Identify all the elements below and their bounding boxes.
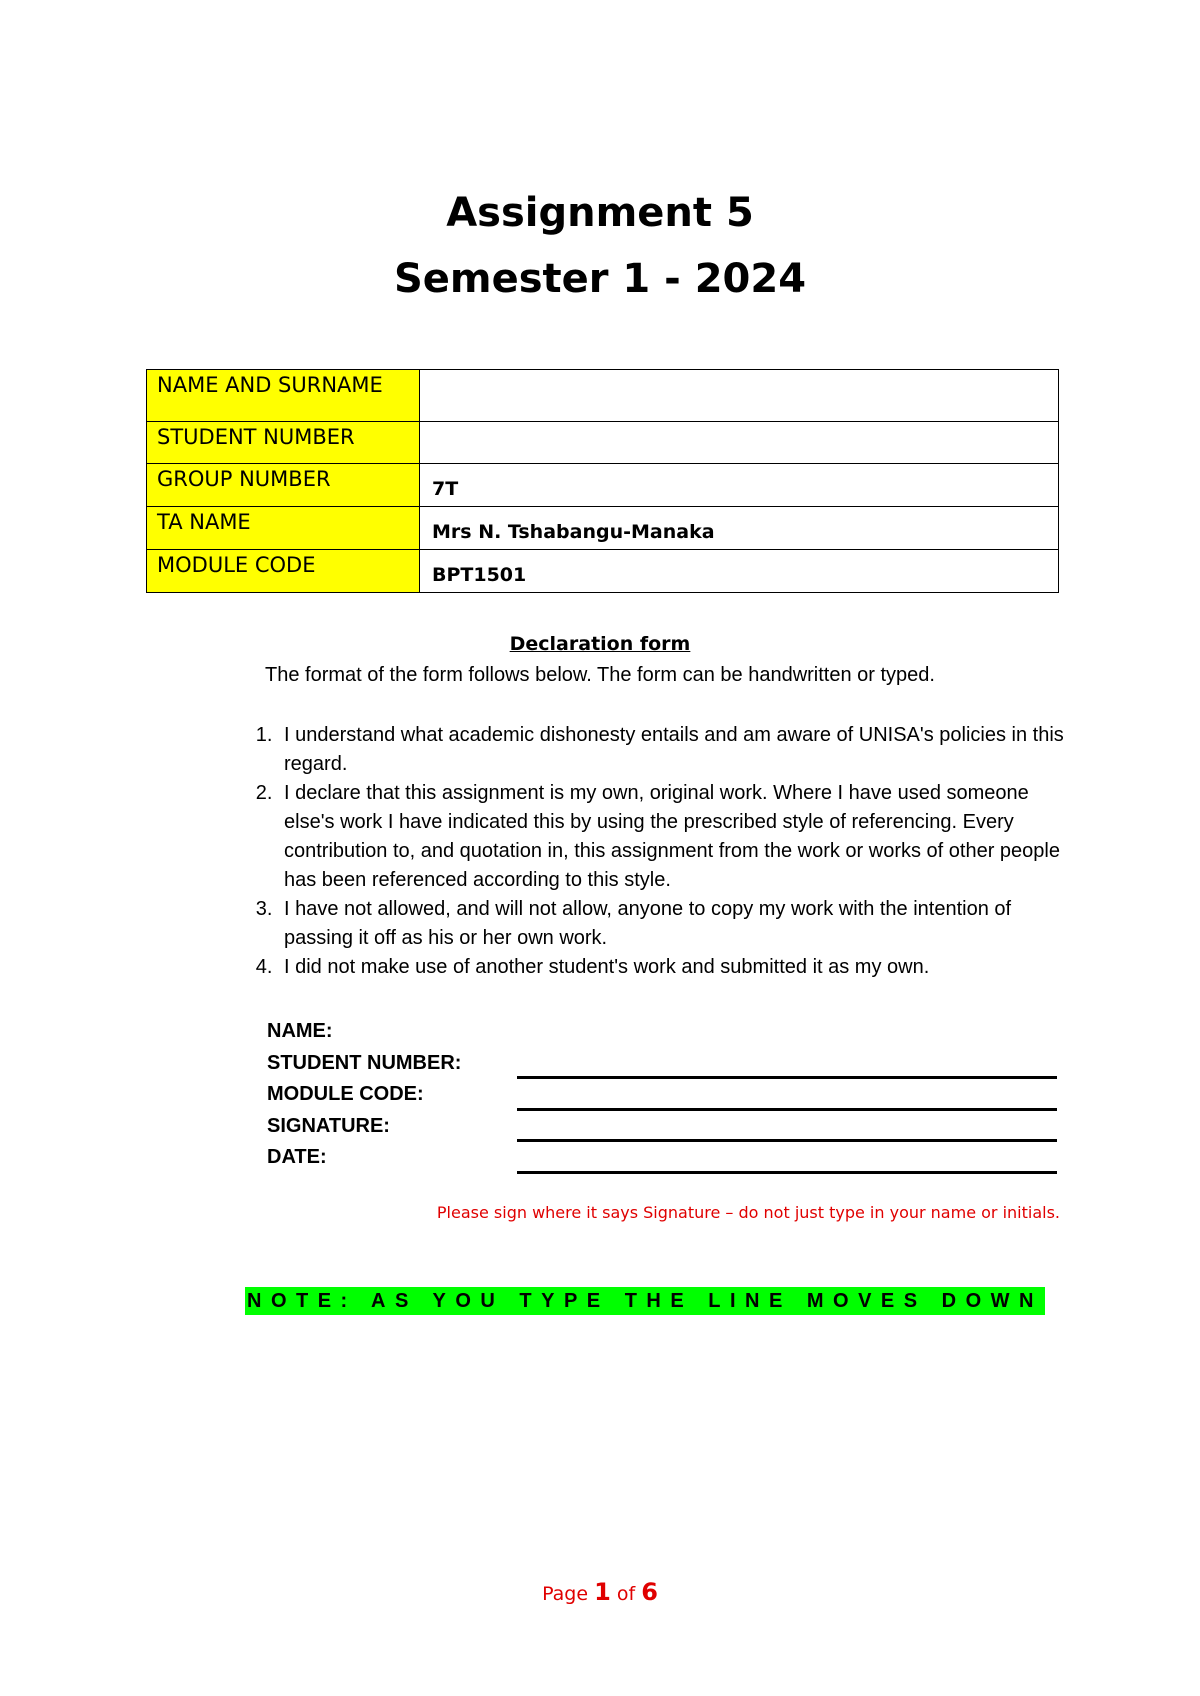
list-item: 3. I have not allowed, and will not allow, anyone to copy my work with the intention of passing it off as his or her own work. bbox=[278, 895, 1078, 953]
footer-total-pages: 6 bbox=[641, 1578, 658, 1606]
signature-field-label: SIGNATURE: bbox=[267, 1114, 390, 1137]
footer-of-label: of bbox=[616, 1583, 636, 1605]
signature-fields bbox=[267, 1016, 1057, 1174]
list-item: 4. I did not make use of another student's work and submitted it as my own. bbox=[278, 953, 1078, 982]
student-number-field-label: STUDENT NUMBER: bbox=[267, 1051, 462, 1074]
table-row bbox=[147, 507, 1059, 550]
list-item: 2. I declare that this assignment is my own, original work. Where I have used someone else's work I have indicated this by using the prescribed style of referencing. Every contribution to, and quotation in, this assignment from the work or works of other people has been referenced according to this style. bbox=[278, 779, 1078, 895]
name-field-row bbox=[267, 1016, 1057, 1048]
name-field-label: NAME: bbox=[267, 1020, 333, 1042]
ta-name-value[interactable]: Mrs N. Tshabangu-Manaka bbox=[420, 507, 1059, 550]
signature-instruction: Please sign where it says Signature – do not just type in your name or initials. bbox=[436, 1203, 1060, 1222]
ta-name-label: TA NAME bbox=[147, 507, 420, 550]
footer-current-page: 1 bbox=[594, 1578, 611, 1606]
name-surname-label: NAME AND SURNAME bbox=[147, 370, 420, 422]
assignment-title: Assignment 5 bbox=[446, 190, 754, 236]
table-row bbox=[147, 464, 1059, 507]
declaration-heading: Declaration form bbox=[509, 633, 691, 655]
line-moves-note: NOTE: AS YOU TYPE THE LINE MOVES DOWN bbox=[245, 1287, 1045, 1315]
module-code-label: MODULE CODE bbox=[147, 550, 420, 593]
table-row bbox=[147, 550, 1059, 593]
student-number-value[interactable] bbox=[420, 422, 1059, 464]
page-footer bbox=[0, 1578, 1200, 1606]
student-number-line[interactable] bbox=[517, 1060, 1057, 1079]
footer-page-label: Page bbox=[542, 1583, 589, 1605]
name-surname-value[interactable] bbox=[420, 370, 1059, 422]
student-number-field-row bbox=[267, 1048, 1057, 1080]
table-row bbox=[147, 422, 1059, 464]
student-number-label: STUDENT NUMBER bbox=[147, 422, 420, 464]
date-field-row bbox=[267, 1142, 1057, 1174]
date-line[interactable] bbox=[517, 1155, 1057, 1174]
group-number-value[interactable]: 7T bbox=[420, 464, 1059, 507]
list-item: 1. I understand what academic dishonesty entails and am aware of UNISA's policies in this regard. bbox=[278, 721, 1078, 779]
signature-line[interactable] bbox=[517, 1123, 1057, 1142]
declaration-list bbox=[252, 721, 1078, 982]
module-code-field-label: MODULE CODE: bbox=[267, 1083, 424, 1105]
semester-title: Semester 1 - 2024 bbox=[393, 256, 807, 302]
table-row bbox=[147, 370, 1059, 422]
student-info-table bbox=[146, 369, 1059, 593]
declaration-intro: The format of the form follows below. The form can be handwritten or typed. bbox=[265, 664, 935, 686]
signature-field-row bbox=[267, 1111, 1057, 1143]
date-field-label: DATE: bbox=[267, 1146, 327, 1168]
module-code-field-row bbox=[267, 1079, 1057, 1111]
module-code-value[interactable]: BPT1501 bbox=[420, 550, 1059, 593]
group-number-label: GROUP NUMBER bbox=[147, 464, 420, 507]
module-code-line[interactable] bbox=[517, 1092, 1057, 1111]
